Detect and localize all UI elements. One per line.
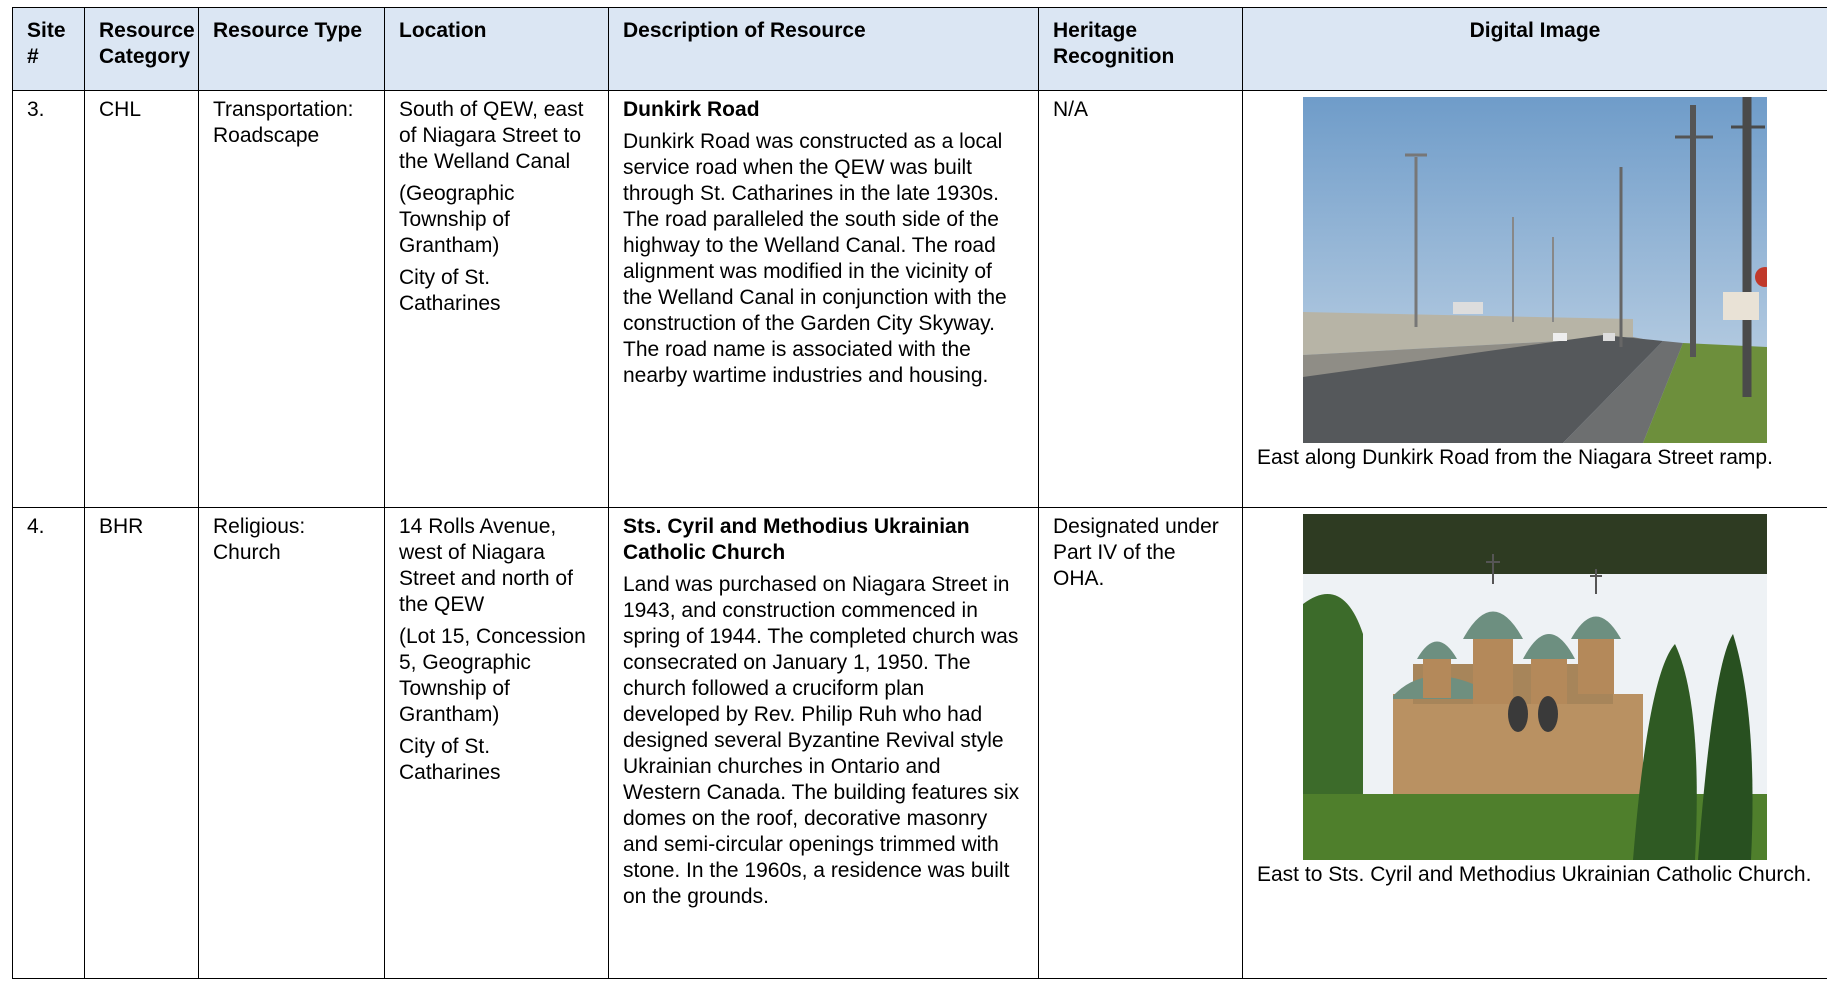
- resource-title: Sts. Cyril and Methodius Ukrainian Catholic Church: [623, 515, 970, 564]
- site-number: 3.: [13, 91, 85, 508]
- header-row: [13, 8, 1827, 91]
- road-photo: [1303, 97, 1767, 443]
- location-line: (Lot 15, Concession 5, Geographic Township of Grantham): [399, 625, 586, 726]
- location-line: 14 Rolls Avenue, west of Niagara Street and north of the QEW: [399, 515, 573, 616]
- description-cell: [609, 91, 1039, 508]
- table-row: [13, 508, 1827, 979]
- location-line: City of St. Catharines: [399, 735, 501, 784]
- header-site: Site #: [13, 8, 85, 91]
- resource-description: Land was purchased on Niagara Street in 1943, and construction commenced in spring of 1944. The completed church was consecrated on January 1, 1950. The church followed a cruciform plan developed by Rev. Philip Ruh who had designed several Byzantine Revival style Ukrainian churches in Ontario and Western Canada. The building features six domes on the roof, decorative masonry and semi-circular openings trimmed with stone. In the 1960s, a residence was built on the grounds.: [623, 573, 1020, 908]
- image-caption: East along Dunkirk Road from the Niagara Street ramp.: [1257, 446, 1773, 469]
- location-line: South of QEW, east of Niagara Street to the Welland Canal: [399, 98, 584, 173]
- resource-title: Dunkirk Road: [623, 98, 760, 121]
- description-cell: [609, 508, 1039, 979]
- heritage-recognition: N/A: [1039, 91, 1243, 508]
- location-line: (Geographic Township of Grantham): [399, 182, 515, 257]
- heritage-resources-table: [12, 7, 1827, 979]
- header-type: Resource Type: [199, 8, 385, 91]
- header-description: Description of Resource: [609, 8, 1039, 91]
- location-cell: [385, 508, 609, 979]
- location-line: City of St. Catharines: [399, 266, 501, 315]
- resource-category: CHL: [85, 91, 199, 508]
- table-row: [13, 91, 1827, 508]
- site-number: 4.: [13, 508, 85, 979]
- resource-description: Dunkirk Road was constructed as a local service road when the QEW was built through St. Catharines in the late 1930s. The road paralleled the south side of the highway to the Welland Canal. The road alignment was modified in the vicinity of the Welland Canal in conjunction with the construction of the Garden City Skyway. The road name is associated with the nearby wartime industries and housing.: [623, 130, 1007, 387]
- heritage-recognition: Designated under Part IV of the OHA.: [1039, 508, 1243, 979]
- resource-type: Religious: Church: [199, 508, 385, 979]
- header-recognition: Heritage Recognition: [1039, 8, 1243, 91]
- resource-type: Transportation: Roadscape: [199, 91, 385, 508]
- image-caption: East to Sts. Cyril and Methodius Ukrainian Catholic Church.: [1257, 863, 1812, 886]
- church-photo: [1303, 514, 1767, 860]
- header-location: Location: [385, 8, 609, 91]
- digital-image-cell: [1243, 508, 1827, 979]
- digital-image-cell: [1243, 91, 1827, 508]
- header-category: Resource Category: [85, 8, 199, 91]
- location-cell: [385, 91, 609, 508]
- resource-category: BHR: [85, 508, 199, 979]
- header-image: Digital Image: [1243, 8, 1827, 91]
